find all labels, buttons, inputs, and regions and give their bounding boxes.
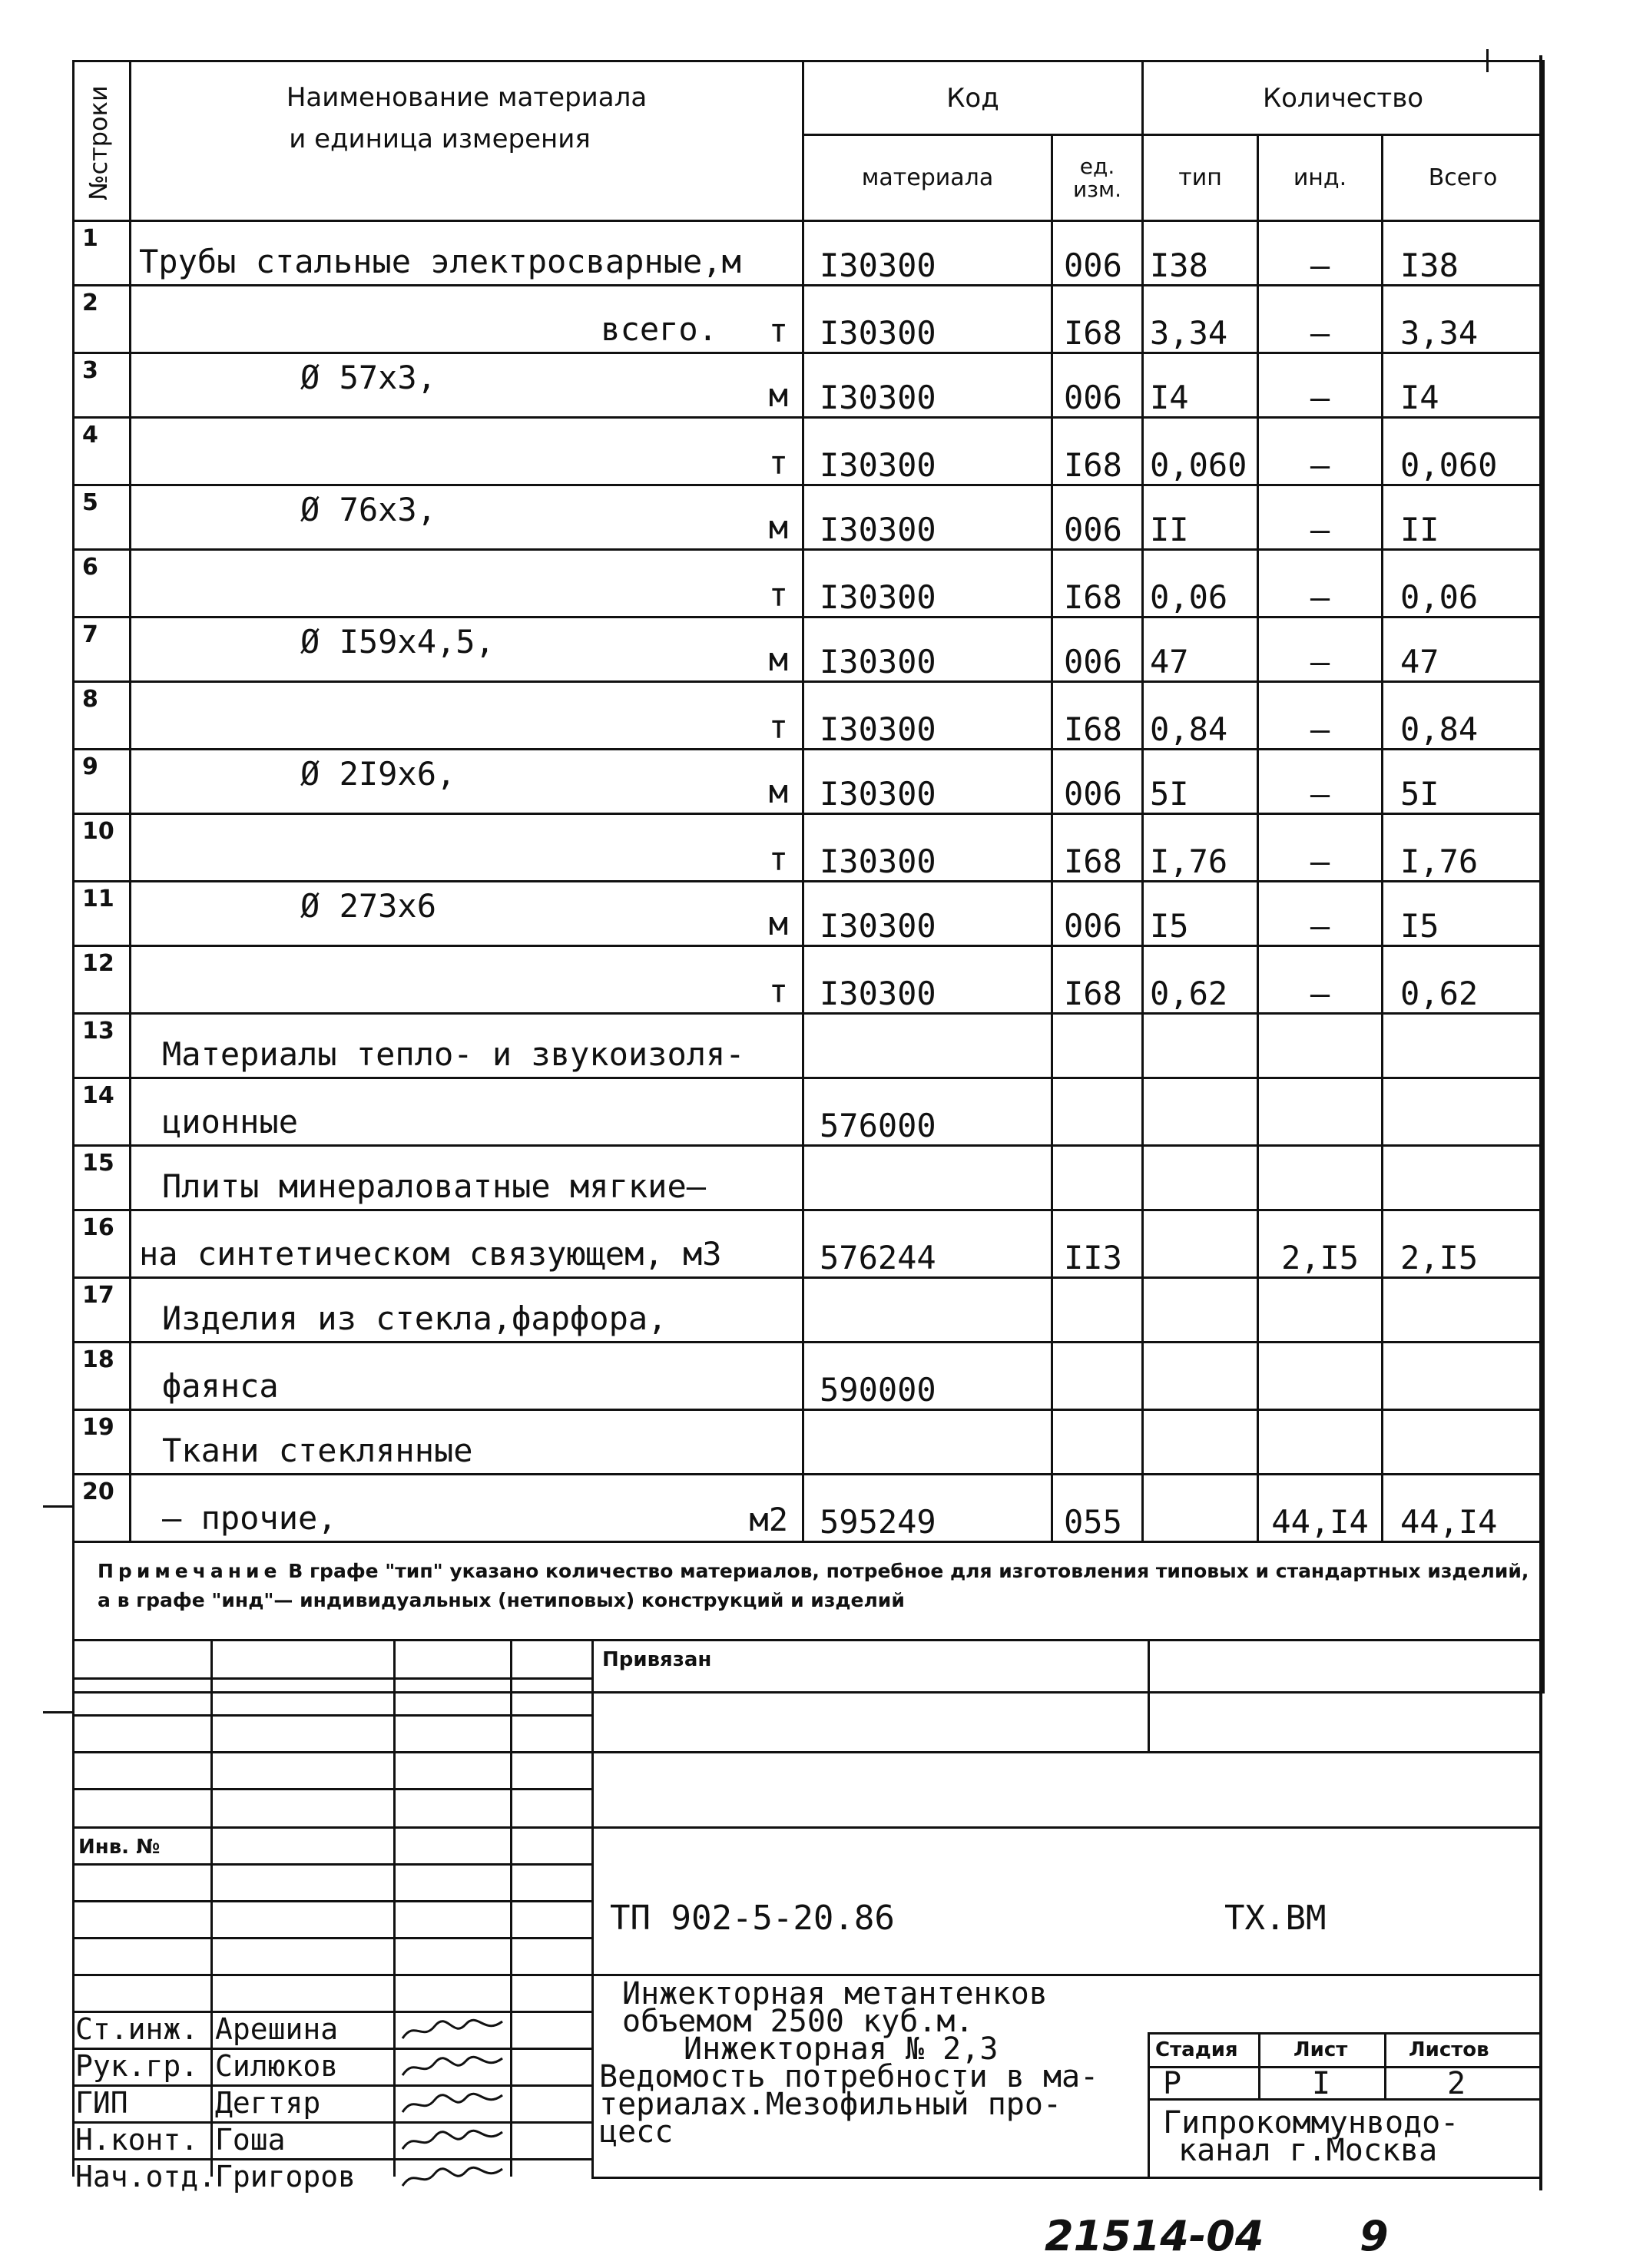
qty-total-cell: I4 [1383,353,1544,418]
rownum-header [74,61,131,221]
table-row [74,418,1544,485]
sheets-value: 2 [1447,2066,1466,2101]
table-row [74,1078,1544,1146]
signer-role: Ст.инж. [75,2012,199,2046]
material-code-cell: I30300 [803,286,1052,353]
org-line: Гипрокоммунводо- [1163,2105,1459,2141]
rownum-header-label: №строки [84,85,113,200]
row-number: 12 [74,946,131,1014]
qty-total-cell: I5 [1383,882,1544,946]
qty-ind-header: инд. [1258,135,1383,221]
qty-total-cell [1383,1014,1544,1078]
code-group-header: Код [803,61,1143,135]
material-name: Материалы тепло- и звукоизоля- [162,1035,745,1073]
material-code-cell: 595249 [803,1475,1052,1542]
material-code-cell: 576000 [803,1078,1052,1146]
sheet-value: I [1312,2066,1331,2101]
qty-total-cell [1383,1343,1544,1410]
unit-code-cell: 006 [1052,617,1143,682]
material-name-cell [131,1078,803,1146]
qty-type-cell: 0,62 [1143,946,1258,1014]
title-line: Инжекторная № 2,3 [684,2031,999,2067]
material-name-cell [131,882,803,946]
signature-scribble [399,2052,507,2083]
table-row [74,1475,1544,1542]
qty-total-cell: 0,06 [1383,550,1544,617]
side-tick-mark [43,1505,74,1508]
qty-type-cell [1143,1343,1258,1410]
table-row [74,617,1544,682]
qty-total-cell [1383,1278,1544,1343]
qty-ind-cell: – [1258,814,1383,882]
material-unit: м [768,904,788,942]
material-code-cell: I30300 [803,221,1052,286]
unit-code-cell [1052,1278,1143,1343]
material-unit: м [768,376,788,414]
signer-role: Н.конт. [75,2123,199,2157]
qty-total-header: Всего [1383,135,1544,221]
qty-ind-cell: – [1258,882,1383,946]
row-number: 20 [74,1475,131,1542]
table-row [74,946,1544,1014]
material-unit: т [768,575,788,614]
document-mark: ТХ.ВМ [1224,1899,1327,1938]
material-code-cell: I30300 [803,617,1052,682]
table-row [74,814,1544,882]
material-code-cell: I30300 [803,353,1052,418]
qty-type-cell: 0,84 [1143,682,1258,750]
unit-code-cell: 006 [1052,221,1143,286]
qty-type-cell [1143,1146,1258,1210]
material-name-cell [131,418,803,485]
signer-role: Нач.отд. [75,2160,217,2194]
qty-total-cell [1383,1078,1544,1146]
unit-code-cell [1052,1146,1143,1210]
row-number: 4 [74,418,131,485]
unit-code-cell: 006 [1052,353,1143,418]
material-name: Плиты минераловатные мягкие– [162,1167,707,1205]
qty-type-cell [1143,1410,1258,1475]
material-name-cell [131,682,803,750]
table-row [74,286,1544,353]
qty-ind-cell [1258,1146,1383,1210]
material-name: Ø 57x3, [300,358,437,396]
qty-ind-cell [1258,1278,1383,1343]
qty-total-cell: 0,060 [1383,418,1544,485]
title-line: цесс [599,2114,674,2150]
material-code-cell [803,1146,1052,1210]
material-name-cell [131,353,803,418]
note-label: Примечание [98,1560,282,1582]
material-name: Изделия из стекла,фарфора, [162,1299,667,1337]
table-row [74,1410,1544,1475]
row-number: 9 [74,750,131,814]
qty-total-cell: I,76 [1383,814,1544,882]
material-code-cell: I30300 [803,946,1052,1014]
material-name-cell [131,1146,803,1210]
material-unit: т [768,839,788,878]
unit-code-cell: I68 [1052,550,1143,617]
material-unit: т [768,707,788,746]
table-row [74,550,1544,617]
qty-total-cell: 2,I5 [1383,1210,1544,1278]
qty-ind-cell: – [1258,617,1383,682]
signer-name: Силюков [215,2049,339,2083]
material-name: всего. [601,310,717,348]
material-code-cell: I30300 [803,550,1052,617]
material-code-cell [803,1278,1052,1343]
row-number: 10 [74,814,131,882]
material-name-cell [131,1014,803,1078]
qty-ind-cell: – [1258,286,1383,353]
unit-code-cell [1052,1343,1143,1410]
qty-total-cell: 44,I4 [1383,1475,1544,1542]
qty-type-cell: I,76 [1143,814,1258,882]
title-block [72,1639,1542,2194]
row-number: 5 [74,485,131,550]
organization [1163,2105,1459,2168]
table-row [74,882,1544,946]
material-name: Ø 76x3, [300,490,437,528]
qty-ind-cell: – [1258,353,1383,418]
table-row [74,682,1544,750]
material-unit: т [768,443,788,482]
qty-type-header: тип [1143,135,1258,221]
stage-label: Стадия [1155,2038,1238,2061]
material-unit: м2 [749,1500,788,1538]
qty-total-cell: 3,34 [1383,286,1544,353]
qty-type-cell [1143,1278,1258,1343]
qty-ind-cell [1258,1078,1383,1146]
sheet-label: Лист [1293,2038,1348,2061]
qty-total-cell: 5I [1383,750,1544,814]
material-unit: м [768,640,788,678]
signer-name: Григоров [215,2160,356,2194]
qty-type-cell: 47 [1143,617,1258,682]
table-row [74,1278,1544,1343]
signer-role: Рук.гр. [75,2049,199,2083]
material-code-cell: I30300 [803,418,1052,485]
qty-type-cell [1143,1475,1258,1542]
row-number: 16 [74,1210,131,1278]
qty-total-cell: 47 [1383,617,1544,682]
material-unit: т [768,972,788,1010]
row-number: 6 [74,550,131,617]
material-name-cell [131,485,803,550]
qty-type-cell: II [1143,485,1258,550]
unit-code-cell: I68 [1052,418,1143,485]
qty-type-cell: 0,06 [1143,550,1258,617]
signer-name: Дегтяр [215,2086,321,2120]
signature-scribble [399,2015,507,2046]
qty-ind-cell: – [1258,418,1383,485]
material-name: Ø I59x4,5, [300,622,495,661]
qty-ind-cell: 2,I5 [1258,1210,1383,1278]
material-name: Ø 273x6 [300,886,437,925]
table-row [74,485,1544,550]
signer-name: Арешина [215,2012,339,2046]
material-name-cell [131,1278,803,1343]
unit-code-cell: I68 [1052,946,1143,1014]
note-text: В графе "тип" указано количество материалов, потребное для изготовления типовых и стандартных изделий, а в графе "инд"— индивидуальных (нетиповых) конструкций и изделий [98,1560,1529,1611]
privyazan-label: Привязан [602,1648,712,1671]
name-header-line1: Наименование материала [286,82,648,113]
material-name: Трубы стальные электросварные,м [139,242,741,280]
qty-ind-cell: – [1258,682,1383,750]
signature-scribble [399,2126,507,2157]
qty-ind-cell: – [1258,750,1383,814]
qty-ind-cell: – [1258,946,1383,1014]
row-number: 17 [74,1278,131,1343]
material-code-cell: I30300 [803,882,1052,946]
qty-total-cell: I38 [1383,221,1544,286]
unit-code-cell [1052,1410,1143,1475]
row-number: 2 [74,286,131,353]
material-unit: т [768,311,788,349]
material-name: Ø 2I9x6, [300,754,456,793]
qty-ind-cell: – [1258,221,1383,286]
material-name-cell [131,750,803,814]
title-line: Ведомость потребности в ма- [599,2059,1099,2094]
unit-code-cell: I68 [1052,814,1143,882]
material-code-cell [803,1014,1052,1078]
material-name-cell [131,550,803,617]
sheets-label: Листов [1409,2038,1489,2061]
material-name-cell [131,1475,803,1542]
row-number: 1 [74,221,131,286]
qty-type-cell [1143,1078,1258,1146]
signer-name: Гоша [215,2123,286,2157]
qty-type-cell: I38 [1143,221,1258,286]
code-unit-label: ед. изм. [1072,153,1122,202]
table-row [74,1146,1544,1210]
material-code-cell: I30300 [803,682,1052,750]
side-tick-mark [43,1711,74,1713]
qty-ind-cell: 44,I4 [1258,1475,1383,1542]
row-number: 18 [74,1343,131,1410]
title-line: териалах.Мезофильный про- [599,2087,1062,2122]
material-name-cell [131,814,803,882]
page-number: 9 [1360,2212,1389,2260]
name-header [131,61,803,221]
material-code-cell: 590000 [803,1343,1052,1410]
name-header-line2: и единица измерения [289,124,591,154]
material-name: – прочие, [162,1498,337,1537]
inventory-label: Инв. № [78,1836,161,1859]
qty-ind-cell: – [1258,550,1383,617]
title-line: объемом 2500 куб.м. [622,2004,974,2039]
signature-scribble [399,2163,507,2194]
qty-type-cell: 3,34 [1143,286,1258,353]
material-name-cell [131,221,803,286]
document-code: ТП 902-5-20.86 [610,1899,895,1938]
qty-ind-cell [1258,1014,1383,1078]
qty-total-cell: 0,62 [1383,946,1544,1014]
table-row [74,353,1544,418]
code-material-header: материала [803,135,1052,221]
qty-total-cell [1383,1410,1544,1475]
material-unit: м [768,508,788,546]
material-code-cell: I30300 [803,485,1052,550]
quantity-group-header: Количество [1143,61,1544,135]
qty-type-cell [1143,1014,1258,1078]
material-name-cell [131,946,803,1014]
unit-code-cell: II3 [1052,1210,1143,1278]
signer-role: ГИП [75,2086,128,2120]
table-row [74,750,1544,814]
qty-type-cell: I5 [1143,882,1258,946]
table-row [74,221,1544,286]
row-number: 19 [74,1410,131,1475]
row-number: 11 [74,882,131,946]
unit-code-cell: 055 [1052,1475,1143,1542]
qty-ind-cell [1258,1343,1383,1410]
material-code-cell: 576244 [803,1210,1052,1278]
stage-value: Р [1163,2066,1182,2101]
material-unit: м [768,772,788,810]
material-name: Ткани стеклянные [162,1431,473,1469]
row-number: 13 [74,1014,131,1078]
material-code-cell: I30300 [803,814,1052,882]
handwritten-number: 21514-04 [1045,2212,1264,2260]
qty-type-cell: 5I [1143,750,1258,814]
qty-total-cell: II [1383,485,1544,550]
table-row [74,1210,1544,1278]
unit-code-cell: 006 [1052,882,1143,946]
qty-type-cell: I4 [1143,353,1258,418]
table-row [74,1014,1544,1078]
unit-code-cell: 006 [1052,750,1143,814]
qty-total-cell [1383,1146,1544,1210]
document-title [599,1976,1144,2150]
row-number: 8 [74,682,131,750]
row-number: 7 [74,617,131,682]
unit-code-cell [1052,1014,1143,1078]
unit-code-cell: 006 [1052,485,1143,550]
material-code-cell [803,1410,1052,1475]
unit-code-cell: I68 [1052,286,1143,353]
material-name-cell [131,1343,803,1410]
material-name-cell [131,617,803,682]
qty-type-cell: 0,060 [1143,418,1258,485]
code-unit-header [1052,135,1143,221]
material-name: ционные [162,1102,299,1141]
material-name-cell [131,1210,803,1278]
qty-ind-cell: – [1258,485,1383,550]
row-number: 15 [74,1146,131,1210]
unit-code-cell: I68 [1052,682,1143,750]
material-name-cell [131,1410,803,1475]
title-line: Инжекторная метантенков [622,1976,1048,2011]
unit-code-cell [1052,1078,1143,1146]
table-row [74,1343,1544,1410]
material-name: фаянса [162,1366,279,1405]
signature-scribble [399,2089,507,2120]
row-number: 3 [74,353,131,418]
row-number: 14 [74,1078,131,1146]
material-name: на синтетическом связующем, м3 [139,1234,722,1273]
material-name-cell [131,286,803,353]
org-line: канал г.Москва [1178,2133,1438,2168]
qty-ind-cell [1258,1410,1383,1475]
qty-total-cell: 0,84 [1383,682,1544,750]
materials-table [72,60,1545,1694]
qty-type-cell [1143,1210,1258,1278]
material-code-cell: I30300 [803,750,1052,814]
